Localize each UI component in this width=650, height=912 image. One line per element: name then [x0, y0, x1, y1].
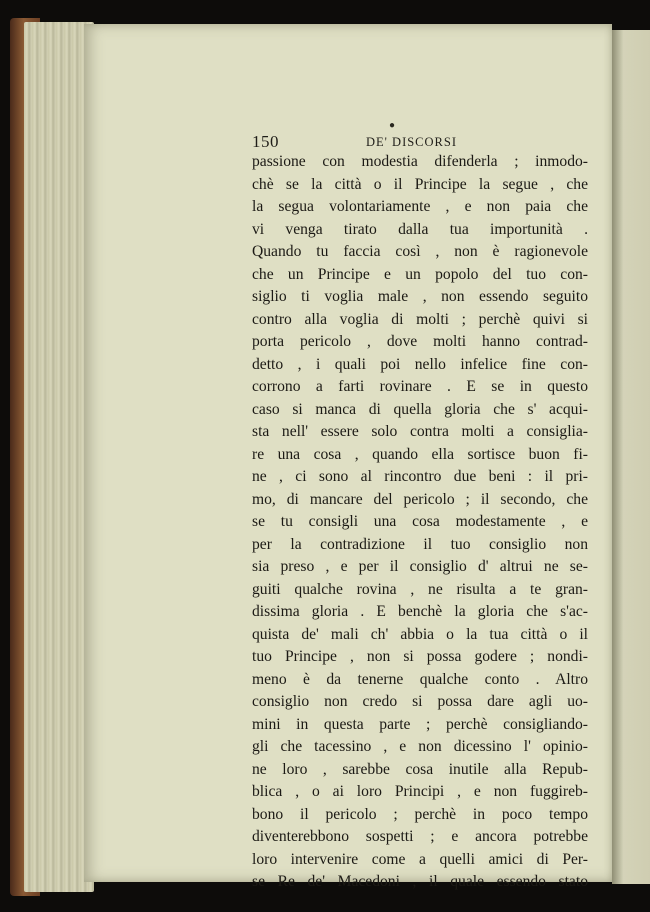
text-line: loro intervenire come a quelli amici di Per- [252, 850, 588, 868]
text-line: guiti qualche rovina , ne risulta a te gran- [252, 580, 588, 598]
text-line: Quando tu faccia così , non è ragionevole [252, 243, 588, 260]
body-text [252, 151, 588, 894]
text-line: quista de' mali ch' abbia o la tua città o il [252, 625, 588, 643]
text-line: meno è da tenerne qualche conto . Altro [252, 670, 588, 688]
text-line: siglio ti voglia male , non essendo seguito [252, 288, 588, 305]
facing-page-edge [612, 30, 650, 884]
text-line: passione con modestia difenderla ; inmodo- [252, 153, 588, 170]
text-line: se tu consigli una cosa modestamente , e [252, 513, 588, 530]
text-line: che un Principe e un popolo del tuo con- [252, 265, 588, 283]
text-line: blica , o ai loro Principi , e non fuggireb- [252, 783, 588, 800]
text-line: se Re de' Macedoni , il quale essendo stato [252, 873, 588, 890]
ink-mark: ● [389, 120, 396, 131]
text-line: re una cosa , quando ella sortisce buon fi- [252, 445, 588, 463]
text-line: mini in questa parte ; perchè consigliando- [252, 715, 588, 733]
page-header [252, 132, 588, 152]
text-line: sta nell' essere solo contra molti a consiglia- [252, 423, 588, 440]
text-line: per la contradizione il tuo consiglio non [252, 535, 588, 553]
page-number: 150 [252, 132, 279, 151]
text-line: dissima gloria . E benchè la gloria che s'ac- [252, 603, 588, 620]
text-line: ne loro , sarebbe cosa inutile alla Repub- [252, 760, 588, 778]
text-line: ne , ci sono al rincontro due beni : il pri- [252, 468, 588, 485]
text-line: tuo Principe , non si possa godere ; nondi- [252, 648, 588, 665]
text-line: la segua volontariamente , e non paia che [252, 198, 588, 215]
text-line: corrono a farti rovinare . E se in questo [252, 378, 588, 395]
text-line: consiglio non credo si possa dare agli uo- [252, 693, 588, 710]
text-line: mo, di mancare del pericolo ; il secondo, che [252, 490, 588, 508]
text-line: caso si manca di quella gloria che s' acqui- [252, 400, 588, 418]
text-line: gli che tacessino , e non dicessino l' opinio- [252, 738, 588, 755]
text-line: bono il pericolo ; perchè in poco tempo [252, 805, 588, 823]
text-line: diventerebbono sospetti ; e ancora potrebbe [252, 828, 588, 845]
text-line: contro alla voglia di molti ; perchè quivi si [252, 310, 588, 328]
text-line: chè se la città o il Principe la segue , che [252, 175, 588, 193]
text-line: vi venga tirato dalla tua importunità . [252, 220, 588, 238]
text-line: sia preso , e per il consiglio d' altrui ne se- [252, 558, 588, 575]
text-line: detto , i quali poi nello infelice fine con- [252, 355, 588, 373]
text-line: porta pericolo , dove molti hanno contrad- [252, 333, 588, 350]
running-head: DE' DISCORSI [366, 135, 457, 149]
